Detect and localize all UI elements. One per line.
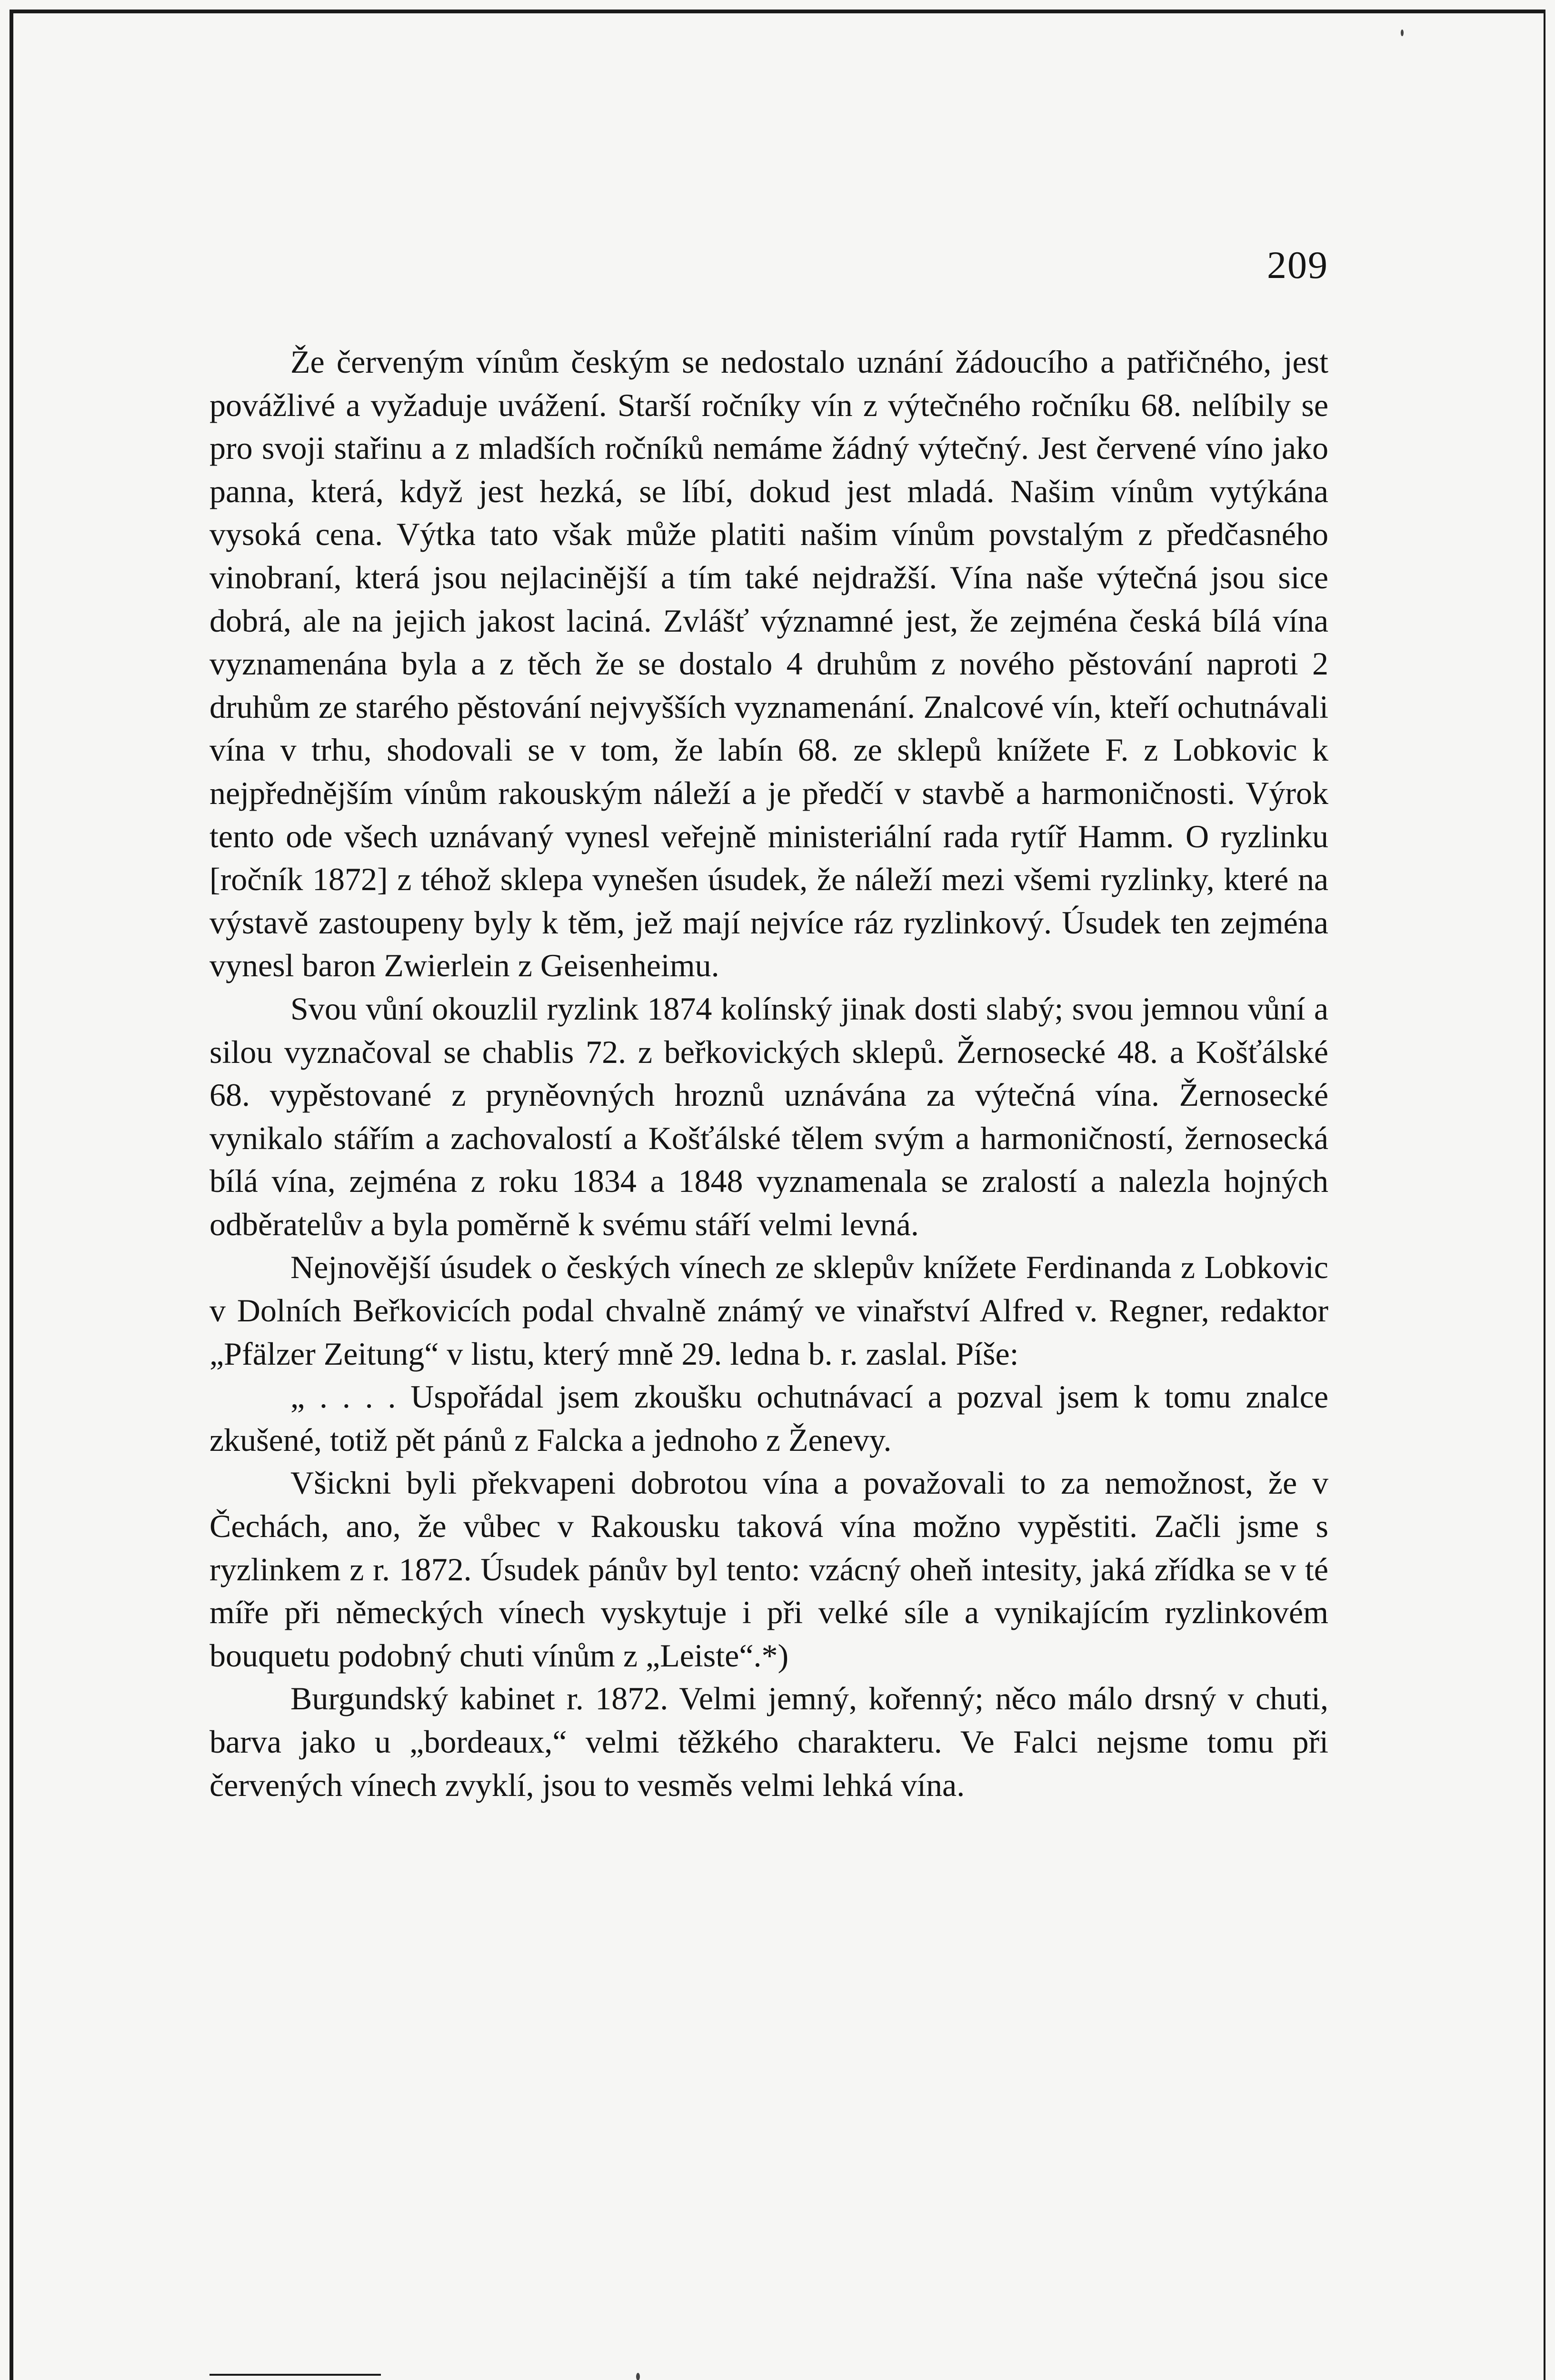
body-text bbox=[209, 340, 1328, 1806]
dust-speck bbox=[1401, 30, 1404, 36]
paragraph: Všickni byli překvapeni dobrotou vína a považovali to za nemožnost, že v Čechách, ano, že vůbec v Rakousku taková vína možno vypěstiti. Začli jsme s ryzlinkem z r. 1872. Úsudek pánův byl tento: vzácný oheň intesity, jaká zřídka se v té míře při německých vínech vyskytuje i při velké síle a vynikajícím ryzlinkovém bouquetu podobný chuti vínům z „Leiste“.*) bbox=[209, 1465, 1328, 1674]
paragraph: Nejnovější úsudek o českých vínech ze sklepův knížete Ferdinanda z Lobkovic v Dolních Beřkovicích podal chvalně známý ve vinařství Alfred v. Regner, redaktor „Pfälzer Zeitung“ v listu, který mně 29. ledna b. r. zaslal. Píše: bbox=[209, 1249, 1328, 1372]
dust-speck bbox=[636, 2373, 640, 2380]
quote-paragraph: „ . . . . Uspořádal jsem zkoušku ochutnávací a pozval jsem k tomu znalce zkušené, totiž pět pánů z Falcka a jednoho z Ženevy. bbox=[209, 1378, 1328, 1458]
footnote-rule bbox=[209, 2374, 381, 2376]
paragraph: Burgundský kabinet r. 1872. Velmi jemný, kořenný; něco málo drsný v chuti, barva jako u „bordeaux,“ velmi těžkého charakteru. Ve Falci nejsme tomu při červených vínech zvyklí, jsou to vesměs velmi lehká vína. bbox=[209, 1680, 1328, 1803]
paragraph: Že červeným vínům českým se nedostalo uznání žádoucího a patřičného, jest povážlivé a vyžaduje uvážení. Starší ročníky vín z výtečného ročníku 68. nelíbily se pro svoji stařinu a z mladších ročníků nemáme žádný výtečný. Jest červené víno jako panna, která, když jest hezká, se líbí, dokud jest mladá. Našim vínům vytýkána vysoká cena. Výtka tato však může platiti našim vínům povstalým z předčasného vinobraní, která jsou nejlacinější a tím také nejdražší. Vína naše výtečná jsou sice dobrá, ale na jejich jakost laciná. Zvlášť významné jest, že zejména česká bílá vína vyznamenána byla a z těch že se dostalo 4 druhům z nového pěstování naproti 2 druhům ze starého pěstování nejvyšších vyznamenání. Znalcové vín, kteří ochutnávali vína v trhu, shodovali se v tom, že labín 68. ze sklepů knížete F. z Lobkovic k nejpřednějším vínům rakouským náleží a je předčí v stavbě a harmoničnosti. Výrok tento ode všech uznávaný vynesl veřejně ministeriální rada rytíř Hamm. O ryzlinku [ročník 1872] z téhož sklepa vynešen úsudek, že náleží mezi všemi ryzlinky, které na výstavě zastoupeny byly k těm, jež mají nejvíce ráz ryzlinkový. Úsudek ten zejména vynesl baron Zwierlein z Geisenheimu. bbox=[209, 344, 1328, 984]
page-number: 209 bbox=[1267, 243, 1328, 287]
paragraph: Svou vůní okouzlil ryzlink 1874 kolínský jinak dosti slabý; svou jemnou vůní a silou vyznačoval se chablis 72. z beřkovických sklepů. Žernosecké 48. a Košťálské 68. vypěstované z pryněovných hroznů uznávána za výtečná vína. Žernosecké vynikalo stářím a zachovalostí a Košťálské tělem svým a harmoničností, žernosecká bílá vína, zejména z roku 1834 a 1848 vyznamenala se zralostí a nalezla hojných odběratelův a byla poměrně k svému stáří velmi levná. bbox=[209, 990, 1328, 1242]
